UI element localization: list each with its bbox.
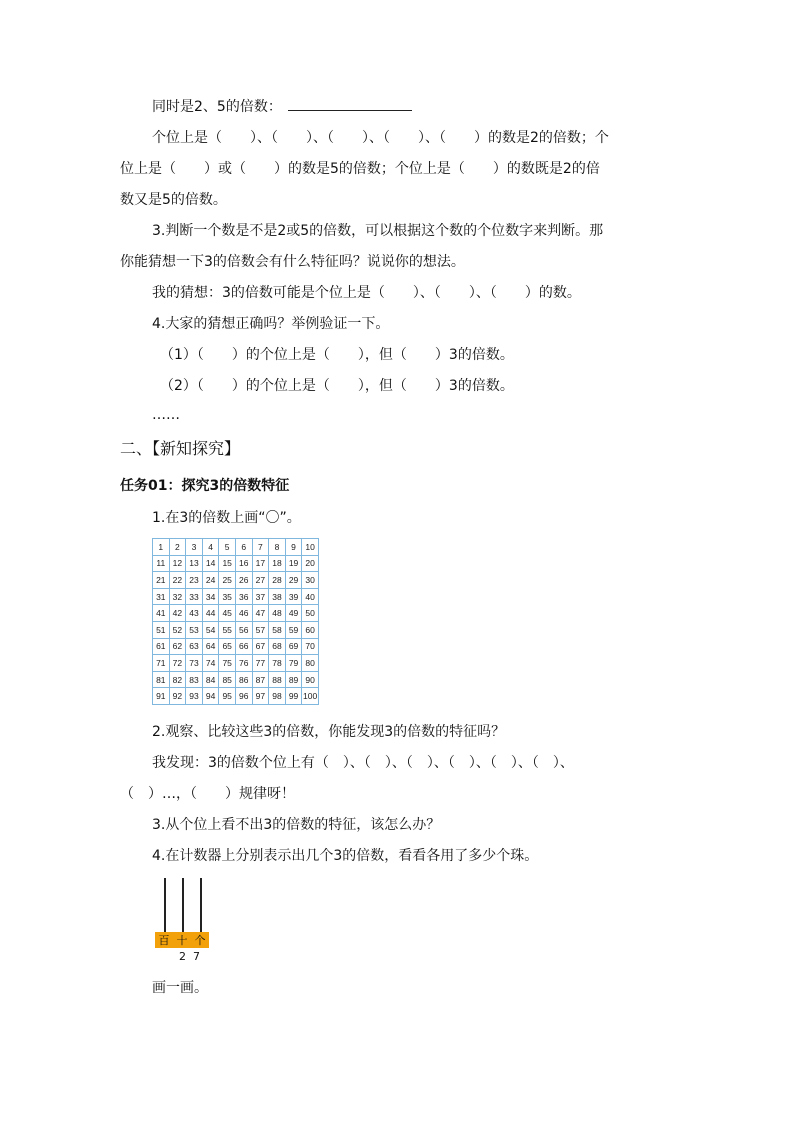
grid-cell[interactable]: 94 [202,688,219,705]
grid-cell[interactable]: 59 [285,621,302,638]
abacus-value: 27 [179,950,207,963]
grid-cell[interactable]: 86 [235,671,252,688]
line-multiples-2-5: 同时是2、5的倍数： [152,97,412,117]
grid-cell[interactable]: 47 [252,605,269,622]
grid-cell[interactable]: 93 [186,688,203,705]
label-hundreds: 百 [158,934,170,947]
grid-cell[interactable]: 87 [252,671,269,688]
grid-cell[interactable]: 44 [202,605,219,622]
grid-cell[interactable]: 79 [285,655,302,672]
grid-cell[interactable]: 46 [235,605,252,622]
grid-cell[interactable]: 30 [302,572,319,589]
grid-cell[interactable]: 57 [252,621,269,638]
grid-cell[interactable]: 63 [186,638,203,655]
grid-cell[interactable]: 92 [169,688,186,705]
grid-cell[interactable]: 61 [153,638,170,655]
grid-cell[interactable]: 14 [202,555,219,572]
grid-cell[interactable]: 66 [235,638,252,655]
grid-cell[interactable]: 13 [186,555,203,572]
grid-row [153,539,319,556]
grid-cell[interactable]: 81 [153,671,170,688]
grid-cell[interactable]: 42 [169,605,186,622]
grid-cell[interactable]: 74 [202,655,219,672]
grid-row [153,688,319,705]
grid-cell[interactable]: 97 [252,688,269,705]
label-ones: 个 [194,934,206,947]
grid-cell[interactable]: 64 [202,638,219,655]
grid-cell[interactable]: 77 [252,655,269,672]
grid-cell[interactable]: 56 [235,621,252,638]
draw-instruction: 画一画。 [152,980,208,996]
grid-cell[interactable]: 20 [302,555,319,572]
grid-cell[interactable]: 67 [252,638,269,655]
question-3: 3.判断一个数是不是2或5的倍数，可以根据这个数的个位数字来判断。那 [152,223,604,239]
abacus-base [155,932,209,948]
grid-cell[interactable]: 50 [302,605,319,622]
grid-cell[interactable]: 23 [186,572,203,589]
grid-cell[interactable]: 37 [252,588,269,605]
grid-row [153,655,319,672]
grid-row [153,572,319,589]
grid-cell[interactable]: 24 [202,572,219,589]
grid-cell[interactable]: 96 [235,688,252,705]
grid-cell[interactable]: 10 [302,539,319,556]
grid-cell[interactable]: 91 [153,688,170,705]
grid-cell[interactable]: 28 [269,572,286,589]
grid-cell[interactable]: 18 [269,555,286,572]
grid-cell[interactable]: 76 [235,655,252,672]
grid-cell[interactable]: 40 [302,588,319,605]
grid-cell[interactable]: 19 [285,555,302,572]
grid-cell[interactable]: 33 [186,588,203,605]
grid-cell[interactable]: 53 [186,621,203,638]
grid-row [153,555,319,572]
grid-cell[interactable]: 90 [302,671,319,688]
grid-cell[interactable]: 35 [219,588,236,605]
grid-cell[interactable]: 72 [169,655,186,672]
grid-cell[interactable]: 58 [269,621,286,638]
grid-cell[interactable]: 17 [252,555,269,572]
rod-hundreds [164,878,166,932]
grid-cell[interactable]: 3 [186,539,203,556]
grid-cell[interactable]: 55 [219,621,236,638]
grid-cell[interactable]: 25 [219,572,236,589]
grid-cell[interactable]: 69 [285,638,302,655]
grid-cell[interactable]: 60 [302,621,319,638]
grid-cell[interactable]: 85 [219,671,236,688]
grid-cell[interactable]: 15 [219,555,236,572]
grid-cell[interactable]: 99 [285,688,302,705]
grid-cell[interactable]: 45 [219,605,236,622]
grid-cell[interactable]: 95 [219,688,236,705]
grid-cell[interactable]: 84 [202,671,219,688]
grid-cell[interactable]: 51 [153,621,170,638]
task-q3: 3.从个位上看不出3的倍数的特征，该怎么办？ [152,817,441,833]
grid-cell[interactable]: 78 [269,655,286,672]
line-3: 位上是（ ）或（ ）的数是5的倍数；个位上是（ ）的数既是2的倍 [120,161,600,177]
grid-row [153,605,319,622]
grid-cell[interactable]: 39 [285,588,302,605]
grid-cell[interactable]: 100 [302,688,319,705]
example-1: （1）（ ）的个位上是（ ），但（ ）3的倍数。 [160,347,514,363]
grid-cell[interactable]: 7 [252,539,269,556]
grid-cell[interactable]: 21 [153,572,170,589]
question-4: 4.大家的猜想正确吗？举例验证一下。 [152,316,390,332]
grid-cell[interactable]: 88 [269,671,286,688]
grid-cell[interactable]: 98 [269,688,286,705]
label-tens: 十 [176,934,188,947]
rod-ones [200,878,202,932]
grid-cell[interactable]: 80 [302,655,319,672]
hundred-chart [152,538,319,705]
rod-tens [182,878,184,932]
task-q2: 2.观察、比较这些3的倍数，你能发现3的倍数的特征吗？ [152,724,506,740]
grid-cell[interactable]: 1 [153,539,170,556]
grid-cell[interactable]: 8 [269,539,286,556]
grid-cell[interactable]: 49 [285,605,302,622]
grid-cell[interactable]: 22 [169,572,186,589]
grid-cell[interactable]: 5 [219,539,236,556]
task-q4: 4.在计数器上分别表示出几个3的倍数，看看各用了多少个珠。 [152,848,539,864]
grid-cell[interactable]: 6 [235,539,252,556]
grid-cell[interactable]: 71 [153,655,170,672]
answer-blank[interactable] [288,98,412,111]
counter-abacus [155,878,211,978]
grid-cell[interactable]: 62 [169,638,186,655]
grid-cell[interactable]: 9 [285,539,302,556]
grid-cell[interactable]: 36 [235,588,252,605]
grid-cell[interactable]: 38 [269,588,286,605]
question-3-cont: 你能猜想一下3的倍数会有什么特征吗？说说你的想法。 [120,254,465,270]
task-q1: 1.在3的倍数上画“〇”。 [152,510,301,526]
grid-cell[interactable]: 27 [252,572,269,589]
grid-cell[interactable]: 34 [202,588,219,605]
grid-cell[interactable]: 83 [186,671,203,688]
grid-cell[interactable]: 65 [219,638,236,655]
task-title: 任务01：探究3的倍数特征 [120,478,290,494]
grid-row [153,621,319,638]
line-4: 数又是5的倍数。 [120,192,227,208]
grid-row [153,638,319,655]
grid-cell[interactable]: 70 [302,638,319,655]
grid-row [153,671,319,688]
grid-cell[interactable]: 29 [285,572,302,589]
grid-cell[interactable]: 41 [153,605,170,622]
grid-cell[interactable]: 32 [169,588,186,605]
grid-cell[interactable]: 68 [269,638,286,655]
finding-line: 我发现：3的倍数个位上有（ ）、（ ）、（ ）、（ ）、（ ）、（ ）、 [152,755,574,771]
grid-cell[interactable]: 31 [153,588,170,605]
grid-cell[interactable]: 82 [169,671,186,688]
grid-cell[interactable]: 75 [219,655,236,672]
grid-cell[interactable]: 16 [235,555,252,572]
grid-cell[interactable]: 4 [202,539,219,556]
section-heading: 二、【新知探究】 [120,439,241,458]
grid-cell[interactable]: 52 [169,621,186,638]
grid-cell[interactable]: 12 [169,555,186,572]
grid-cell[interactable]: 54 [202,621,219,638]
grid-cell[interactable]: 11 [153,555,170,572]
example-2: （2）（ ）的个位上是（ ），但（ ）3的倍数。 [160,378,514,394]
grid-row [153,588,319,605]
line-2: 个位上是（ ）、（ ）、（ ）、（ ）、（ ）的数是2的倍数；个 [152,130,609,146]
grid-cell[interactable]: 48 [269,605,286,622]
grid-cell[interactable]: 26 [235,572,252,589]
grid-cell[interactable]: 2 [169,539,186,556]
grid-cell[interactable]: 73 [186,655,203,672]
grid-cell[interactable]: 89 [285,671,302,688]
finding-line-cont: （ ）…，（ ）规律呀！ [120,786,295,802]
ellipsis: …… [152,407,180,423]
grid-cell[interactable]: 43 [186,605,203,622]
my-guess: 我的猜想：3的倍数可能是个位上是（ ）、（ ）、（ ）的数。 [152,285,581,301]
